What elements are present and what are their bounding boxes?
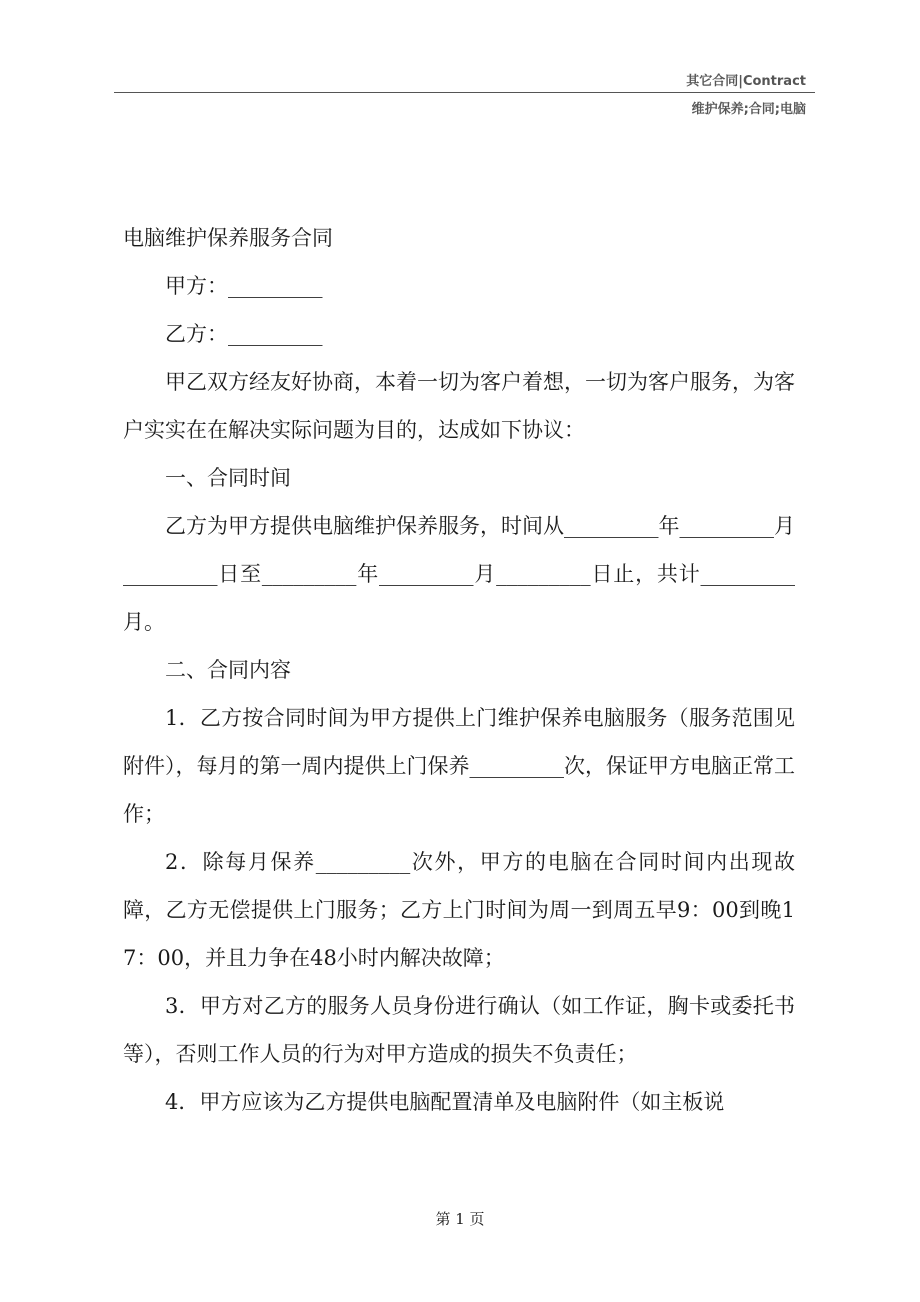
clause-4: 4．甲方应该为乙方提供电脑配置清单及电脑附件（如主板说 (165, 1090, 725, 1114)
term-paragraph: 乙方为甲方提供电脑维护保养服务，时间从_________年_________月_________日至_________年_________月_________日止，共计_________月。 (123, 514, 795, 634)
section-heading-content: 二、合同内容 (165, 658, 291, 682)
party-b-line: 乙方：_________ (165, 322, 323, 346)
clause-2: 2．除每月保养_________次外，甲方的电脑在合同时间内出现故障，乙方无偿提供上门服务；乙方上门时间为周一到周五早9：00到晚17：00，并且力争在48小时内解决故障； (123, 850, 795, 970)
page-number: 第 1 页 (435, 1210, 485, 1228)
section-heading-term: 一、合同时间 (165, 466, 291, 490)
document-category: 其它合同|Contract (686, 74, 806, 89)
clause-1: 1．乙方按合同时间为甲方提供上门维护保养电脑服务（服务范围见附件），每月的第一周内提供上门保养_________次，保证甲方电脑正常工作； (123, 706, 795, 826)
party-a-line: 甲方：_________ (165, 274, 323, 298)
preamble-paragraph: 甲乙双方经友好协商，本着一切为客户着想，一切为客户服务，为客户实实在在解决实际问题为目的，达成如下协议： (123, 370, 795, 442)
document-body (123, 214, 795, 1126)
clause-3: 3．甲方对乙方的服务人员身份进行确认（如工作证，胸卡或委托书等），否则工作人员的行为对甲方造成的损失不负责任； (123, 994, 795, 1066)
header-divider (114, 92, 815, 93)
document-tags: 维护保养;合同;电脑 (691, 102, 806, 117)
contract-title: 电脑维护保养服务合同 (123, 226, 333, 250)
